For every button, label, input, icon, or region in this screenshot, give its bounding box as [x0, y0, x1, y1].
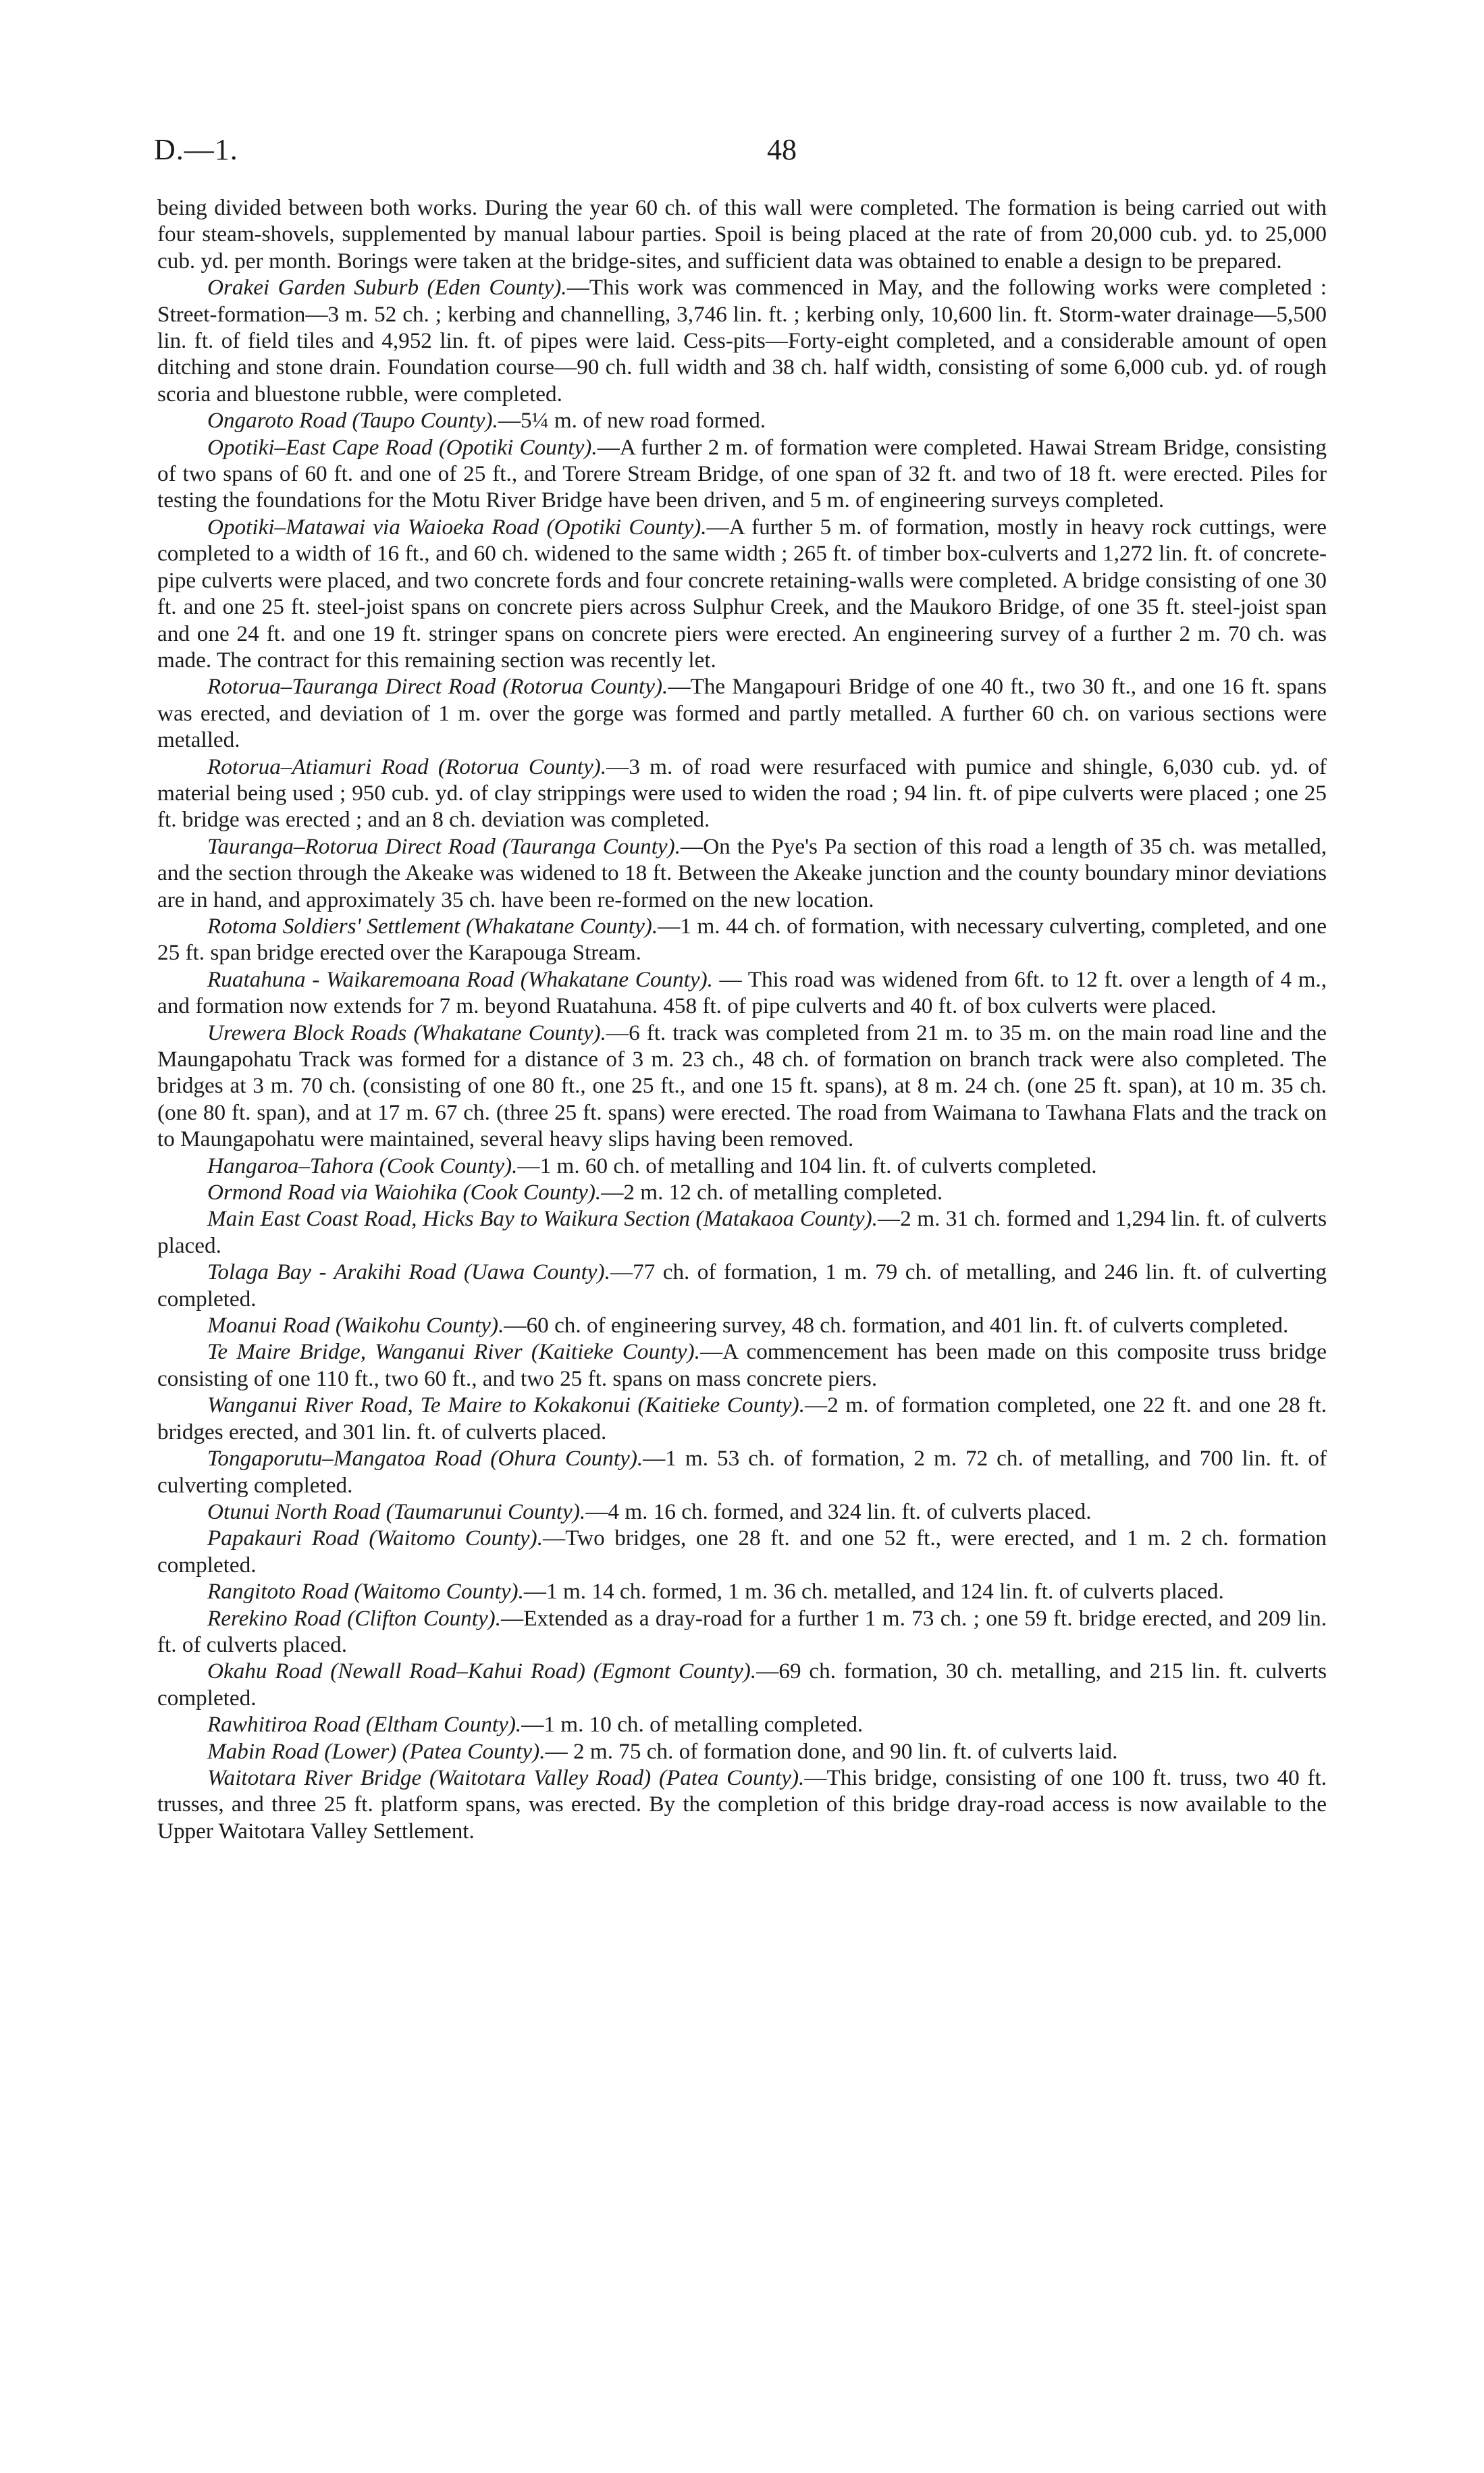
- paragraph-heading: Tauranga–Rotorua Direct Road (Tauranga County).: [207, 833, 681, 859]
- paragraph: [157, 1711, 1327, 1738]
- paragraph: [157, 1765, 1327, 1844]
- paragraph-heading: Rerekino Road (Clifton County).: [207, 1605, 502, 1631]
- paragraph-heading: Tongaporutu–Mangatoa Road (Ohura County).: [207, 1446, 643, 1472]
- paragraph: [157, 1605, 1327, 1659]
- paragraph-text: —69 ch. formation, 30 ch. metalling, and 215 lin. ft. culverts completed.: [157, 1659, 1327, 1711]
- paragraph-heading: Rotoma Soldiers' Settlement (Whakatane County).: [207, 913, 658, 939]
- paragraph-text: —A commencement has been made on this composite truss bridge consisting of one 110 ft., two 60 ft., and two 25 ft. spans on mass concrete piers.: [157, 1339, 1327, 1391]
- paragraph-text: —3 m. of road were resurfaced with pumice and shingle, 6,030 cub. yd. of material being used ; 950 cub. yd. of clay strippings were used to widen the road ; 94 lin. ft. of pipe culverts were placed ; one 25 ft. bridge was erected ; and an 8 ch. deviation was completed.: [157, 754, 1327, 833]
- paragraph-text: —5¼ m. of new road formed.: [498, 408, 766, 434]
- paragraph-text: —4 m. 16 ch. formed, and 324 lin. ft. of culverts placed.: [585, 1499, 1092, 1524]
- page-number: 48: [767, 133, 797, 166]
- paragraph-heading: Te Maire Bridge, Wanganui River (Kaitieke County).: [207, 1339, 700, 1365]
- paragraph: [157, 1392, 1327, 1445]
- paragraph-text: —1 m. 44 ch. of formation, with necessary culverting, completed, and one 25 ft. span bridge erected over the Karapouga Stream.: [157, 913, 1327, 966]
- paragraph-heading: Rotorua–Tauranga Direct Road (Rotorua County).: [207, 674, 668, 700]
- paragraph-text: —The Mangapouri Bridge of one 40 ft., two 30 ft., and one 16 ft. spans was erected, and deviation of 1 m. over the gorge was formed and partly metalled. A further 60 ch. on various sections were metalled.: [157, 674, 1327, 753]
- paragraph: [157, 1499, 1327, 1525]
- paragraph-heading: Rawhitiroa Road (Eltham County).: [207, 1712, 522, 1738]
- paragraph-heading: Opotiki–East Cape Road (Opotiki County).: [207, 434, 598, 460]
- paragraph-heading: Hangaroa–Tahora (Cook County).: [207, 1153, 518, 1178]
- paragraph: [157, 1153, 1327, 1179]
- paragraph: [157, 1179, 1327, 1205]
- paragraph-text: —1 m. 53 ch. of formation, 2 m. 72 ch. of metalling, and 700 lin. ft. of culverting completed.: [157, 1446, 1327, 1498]
- paragraph-heading: Mabin Road (Lower) (Patea County).: [207, 1738, 546, 1764]
- paragraph-text: — This road was widened from 6ft. to 12 ft. over a length of 4 m., and formation now extends for 7 m. beyond Ruatahuna. 458 ft. of pipe culverts and 40 ft. of box culverts were placed.: [157, 966, 1327, 1019]
- paragraph: [157, 833, 1327, 913]
- paragraph-text: —A further 2 m. of formation were completed. Hawai Stream Bridge, consisting of two spans of 60 ft. and one of 25 ft., and Torere Stream Bridge, of one span of 32 ft. and two of 18 ft. were erected. Piles for testing the foundations for the Motu River Bridge have been driven, and 5 m. of engineering surveys completed.: [157, 434, 1327, 513]
- paragraph: [157, 194, 1327, 274]
- paragraph-text: —2 m. 12 ch. of metalling completed.: [601, 1180, 943, 1205]
- paragraph-heading: Okahu Road (Newall Road–Kahui Road) (Egmont County).: [207, 1659, 757, 1684]
- paragraph-text: being divided between both works. During the year 60 ch. of this wall were completed. The formation is being carried out with four steam-shovels, supplemented by manual labour parties. Spoil is being placed at the rate of from 20,000 cub. yd. to 25,000 cub. yd. per month. Borings were taken at the bridge-sites, and sufficient data was obtained to enable a design to be prepared.: [157, 195, 1327, 274]
- paragraph-text: —Two bridges, one 28 ft. and one 52 ft., were erected, and 1 m. 2 ch. formation completed.: [157, 1526, 1327, 1578]
- paragraph-heading: Opotiki–Matawai via Waioeka Road (Opotiki County).: [207, 514, 707, 540]
- paragraph-text: —2 m. 31 ch. formed and 1,294 lin. ft. of culverts placed.: [157, 1206, 1327, 1258]
- document-reference: D.—1.: [154, 133, 238, 166]
- paragraph-text: —77 ch. of formation, 1 m. 79 ch. of metalling, and 246 lin. ft. of culverting completed.: [157, 1259, 1327, 1311]
- paragraph-text: —This bridge, consisting of one 100 ft. truss, two 40 ft. trusses, and three 25 ft. platform spans, was erected. By the completion of this bridge dray-road access is now available to the Upper Waitotara Valley Settlement.: [157, 1765, 1327, 1844]
- paragraph: [157, 1259, 1327, 1312]
- paragraph-text: —1 m. 10 ch. of metalling completed.: [521, 1712, 864, 1738]
- paragraph: [157, 407, 1327, 434]
- paragraph-heading: Papakauri Road (Waitomo County).: [207, 1526, 543, 1551]
- paragraph-heading: Wanganui River Road, Te Maire to Kokakonui (Kaitieke County).: [207, 1392, 805, 1418]
- body-text: [157, 194, 1327, 1844]
- paragraph-heading: Tolaga Bay - Arakihi Road (Uawa County).: [207, 1259, 610, 1285]
- paragraph: [157, 434, 1327, 514]
- paragraph: [157, 1578, 1327, 1605]
- paragraph: [157, 1312, 1327, 1338]
- paragraph: [157, 913, 1327, 966]
- paragraph-heading: Rangitoto Road (Waitomo County).: [207, 1579, 524, 1605]
- paragraph-text: — 2 m. 75 ch. of formation done, and 90 lin. ft. of culverts laid.: [545, 1738, 1118, 1764]
- paragraph-text: —60 ch. of engineering survey, 48 ch. formation, and 401 lin. ft. of culverts completed.: [504, 1313, 1289, 1338]
- paragraph-text: —Extended as a dray-road for a further 1 m. 73 ch. ; one 59 ft. bridge erected, and 209 lin. ft. of culverts placed.: [157, 1605, 1327, 1657]
- paragraph: [157, 673, 1327, 753]
- paragraph-text: —6 ft. track was completed from 21 m. to 35 m. on the main road line and the Maungapohatu Track was formed for a distance of 3 m. 23 ch., 48 ch. of formation on branch track were also completed. The bridges at 3 m. 70 ch. (consisting of one 80 ft., one 25 ft., and one 15 ft. spans), at 8 m. 24 ch. (one 25 ft. span), at 10 m. 35 ch. (one 80 ft. span), and at 17 m. 67 ch. (three 25 ft. spans) were erected. The road from Waimana to Tawhana Flats and the track on to Maungapohatu were maintained, several heavy slips having been removed.: [157, 1020, 1327, 1152]
- paragraph: [157, 966, 1327, 1020]
- paragraph-text: —This work was commenced in May, and the following works were completed : Street-formation—3 m. 52 ch. ; kerbing and channelling, 3,746 lin. ft. ; kerbing only, 10,600 lin. ft. Storm-water drainage—5,500 lin. ft. of field tiles and 4,952 lin. ft. of pipes were laid. Cess-pits—Forty-eight completed, and a considerable amount of open ditching and stone drain. Foundation course—90 ch. full width and 38 ch. half width, consisting of some 6,000 cub. yd. of rough scoria and bluestone rubble, were completed.: [157, 275, 1327, 407]
- paragraph-heading: Otunui North Road (Taumarunui County).: [207, 1499, 586, 1524]
- paragraph-heading: Ruatahuna - Waikaremoana Road (Whakatane County).: [207, 966, 713, 992]
- paragraph-text: —1 m. 14 ch. formed, 1 m. 36 ch. metalled, and 124 lin. ft. of culverts placed.: [523, 1579, 1224, 1605]
- paragraph-heading: Rotorua–Atiamuri Road (Rotorua County).: [207, 754, 607, 779]
- paragraph-heading: Ormond Road via Waiohika (Cook County).: [207, 1180, 602, 1205]
- paragraph: [157, 754, 1327, 833]
- paragraph: [157, 1020, 1327, 1153]
- paragraph-heading: Main East Coast Road, Hicks Bay to Waikura Section (Matakaoa County).: [207, 1206, 878, 1232]
- paragraph-text: —A further 5 m. of formation, mostly in heavy rock cuttings, were completed to a width of 16 ft., and 60 ch. widened to the same width ; 265 ft. of timber box-culverts and 1,272 lin. ft. of concrete-pipe culverts were placed, and two concrete fords and four concrete retaining-walls were completed. A bridge consisting of one 30 ft. and one 25 ft. steel-joist spans on concrete piers across Sulphur Creek, and the Maukoro Bridge, of one 35 ft. steel-joist span and one 24 ft. and one 19 ft. stringer spans on concrete piers were erected. An engineering survey of a further 2 m. 70 ch. was made. The contract for this remaining section was recently let.: [157, 514, 1327, 673]
- paragraph: [157, 1205, 1327, 1259]
- paragraph: [157, 1338, 1327, 1392]
- paragraph-heading: Ongaroto Road (Taupo County).: [207, 408, 498, 434]
- paragraph: [157, 1445, 1327, 1499]
- paragraph: [157, 274, 1327, 407]
- paragraph-heading: Moanui Road (Waikohu County).: [207, 1313, 504, 1338]
- paragraph: [157, 1738, 1327, 1765]
- paragraph: [157, 1658, 1327, 1711]
- paragraph-text: —On the Pye's Pa section of this road a length of 35 ch. was metalled, and the section through the Akeake was widened to 18 ft. Between the Akeake junction and the county boundary minor deviations are in hand, and approximately 35 ch. have been re-formed on the new location.: [157, 833, 1327, 912]
- paragraph: [157, 1525, 1327, 1578]
- paragraph-text: —1 m. 60 ch. of metalling and 104 lin. ft. of culverts completed.: [517, 1153, 1097, 1178]
- paragraph: [157, 514, 1327, 673]
- page-header: [154, 132, 1329, 173]
- paragraph-heading: Urewera Block Roads (Whakatane County).: [207, 1020, 606, 1045]
- paragraph-text: —2 m. of formation completed, one 22 ft. and one 28 ft. bridges erected, and 301 lin. ft. of culverts placed.: [157, 1392, 1327, 1444]
- paragraph-heading: Waitotara River Bridge (Waitotara Valley Road) (Patea County).: [207, 1765, 805, 1790]
- paragraph-heading: Orakei Garden Suburb (Eden County).: [207, 275, 567, 301]
